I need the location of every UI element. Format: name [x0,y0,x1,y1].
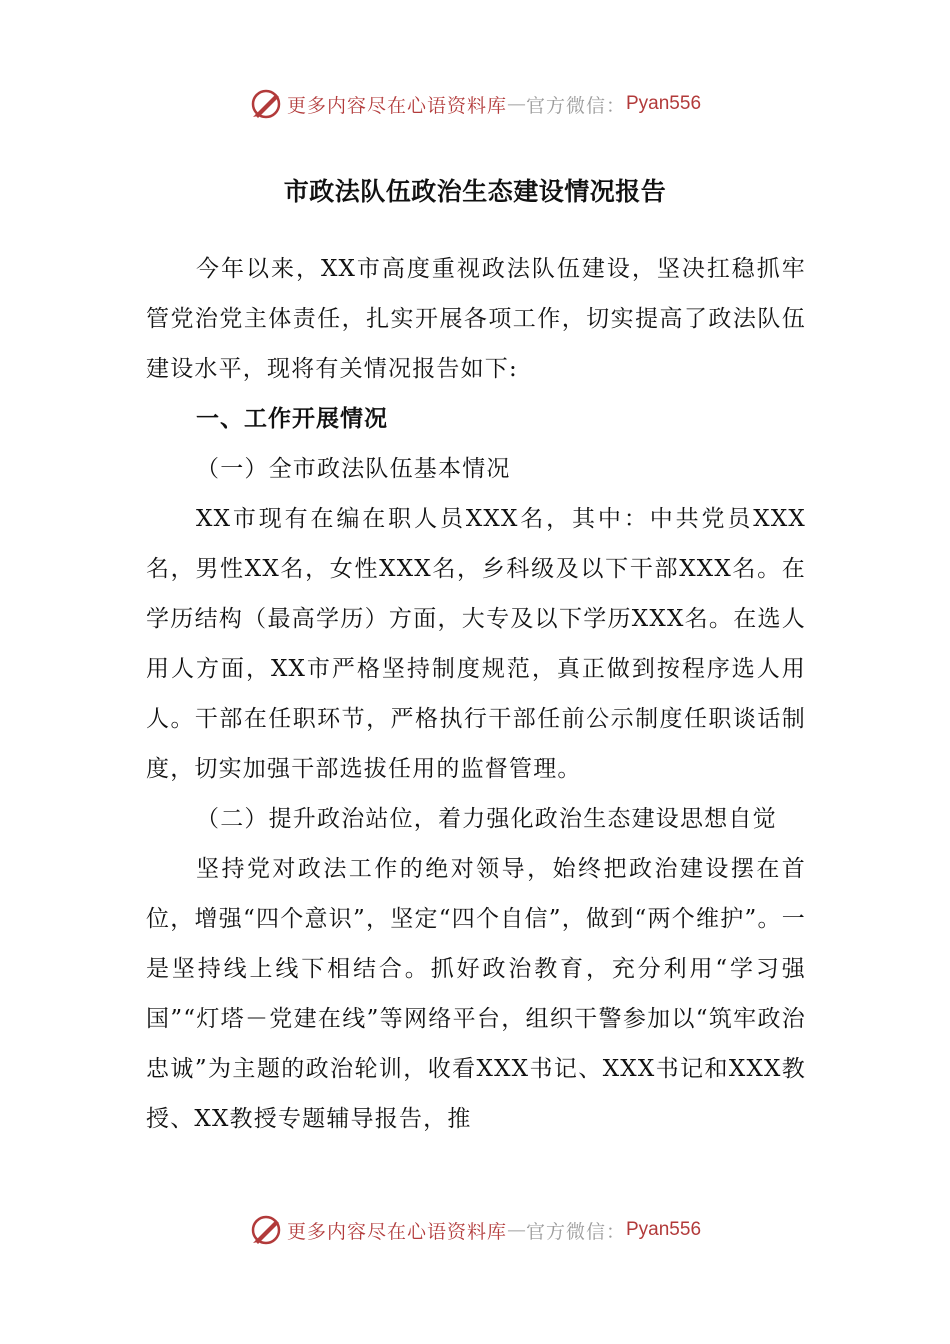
paragraph-intro: 今年以来，XX市高度重视政法队伍建设，坚决扛稳抓牢管党治党主体责任，扎实开展各项工作，切实提高了政法队伍建设水平，现将有关情况报告如下: [146,256,806,382]
banner-wechat-id: Pyan556 [626,93,702,114]
banner-slogan: 更多内容尽在心语资料库 [286,1220,507,1243]
banner-wechat-label: 官方微信： [525,94,626,117]
subsection-heading-1: （一）全市政法队伍基本情况 [196,456,511,482]
banner-wechat-label: 官方微信： [525,1220,626,1243]
pen-circle-icon [249,87,283,121]
header-banner [0,84,950,124]
banner-separator: — [506,1219,526,1241]
banner-slogan: 更多内容尽在心语资料库 [286,94,507,117]
document-body [146,244,806,1144]
banner-separator: — [506,93,526,115]
section-heading-1: 一、工作开展情况 [196,406,388,432]
pen-circle-icon [249,1213,283,1247]
paragraph-staff-info: XX市现有在编在职人员XXX名，其中：中共党员XXX名，男性XX名，女性XXX名，乡科级及以下干部XXX名。在学历结构（最高学历）方面，大专及以下学历XXX名。在选人用人方面，XX市严格坚持制度规范，真正做到按程序选人用人。干部在任职环节，严格执行干部任前公示制度任职谈话制度，切实加强干部选拔任用的监督管理。 [146,506,806,782]
document-title: 市政法队伍政治生态建设情况报告 [283,177,667,206]
banner-wechat-id: Pyan556 [626,1219,702,1240]
paragraph-political-building: 坚持党对政法工作的绝对领导，始终把政治建设摆在首位，增强“四个意识”，坚定“四个自信”，做到“两个维护”。一是坚持线上线下相结合。抓好政治教育，充分利用“学习强国”“灯塔－党建在线”等网络平台，组织干警参加以“筑牢政治忠诚”为主题的政治轮训，收看XXX书记、XXX书记和XXX教授、XX教授专题辅导报告，推 [146,856,806,1132]
subsection-heading-2: （二）提升政治站位，着力强化政治生态建设思想自觉 [196,806,777,832]
footer-banner [0,1210,950,1250]
